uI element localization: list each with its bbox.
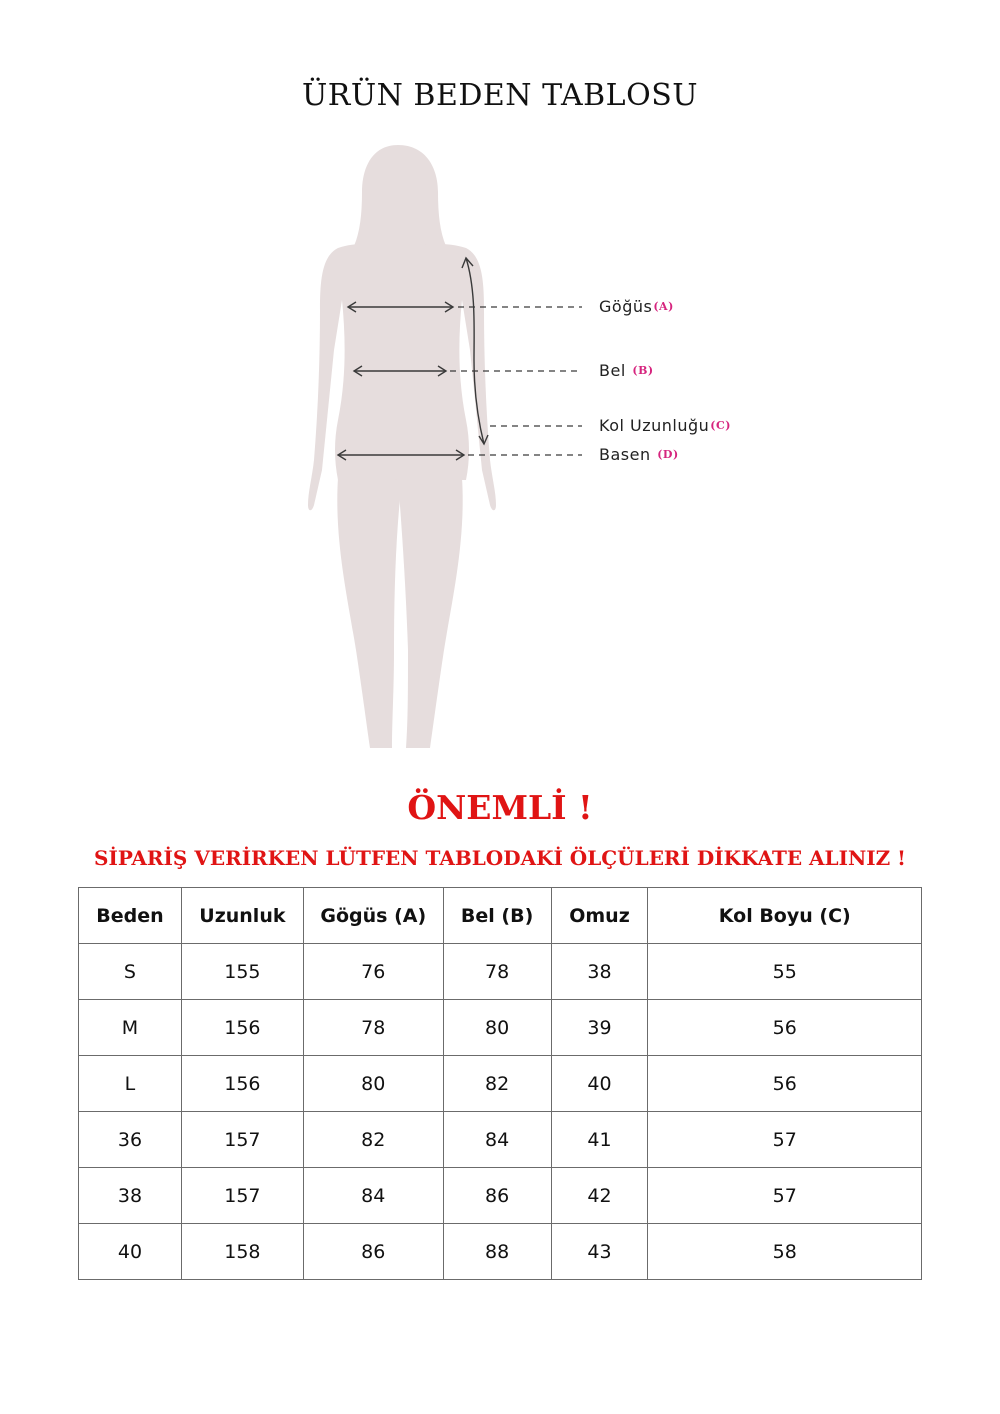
woman-silhouette — [308, 145, 496, 748]
important-heading: ÖNEMLİ ! — [407, 788, 593, 827]
table-row — [79, 944, 922, 1000]
body-measurement-figure — [0, 130, 1000, 770]
column-header: Gögüs (A) — [303, 888, 443, 944]
column-header: Uzunluk — [181, 888, 303, 944]
measurement-name: Göğüs — [599, 297, 653, 316]
order-notice: SİPARİŞ VERİRKEN LÜTFEN TABLODAKİ ÖLÇÜLERİ DİKKATE ALINIZ ! — [94, 846, 906, 870]
table-cell: 84 — [443, 1112, 551, 1168]
table-cell: 157 — [181, 1112, 303, 1168]
table-cell: S — [79, 944, 182, 1000]
measurement-code: (B) — [632, 364, 654, 377]
measurement-name: Kol Uzunluğu — [599, 416, 710, 435]
table-cell: 56 — [648, 1000, 922, 1056]
measurement-label-waist — [599, 361, 654, 380]
table-cell: 57 — [648, 1168, 922, 1224]
table-cell: 156 — [181, 1000, 303, 1056]
table-cell: 38 — [79, 1168, 182, 1224]
size-table — [78, 887, 922, 1280]
table-cell: 40 — [79, 1224, 182, 1280]
table-cell: 76 — [303, 944, 443, 1000]
column-header: Bel (B) — [443, 888, 551, 944]
table-cell: 157 — [181, 1168, 303, 1224]
measurement-code: (C) — [710, 419, 731, 432]
measurement-name: Bel — [599, 361, 626, 380]
table-cell: 82 — [303, 1112, 443, 1168]
table-row — [79, 1224, 922, 1280]
table-row — [79, 1000, 922, 1056]
table-cell: 78 — [303, 1000, 443, 1056]
table-cell: 84 — [303, 1168, 443, 1224]
measurement-label-sleeve — [599, 416, 731, 435]
table-cell: 57 — [648, 1112, 922, 1168]
table-row — [79, 1112, 922, 1168]
table-cell: 55 — [648, 944, 922, 1000]
table-cell: M — [79, 1000, 182, 1056]
table-cell: 88 — [443, 1224, 551, 1280]
table-cell: 156 — [181, 1056, 303, 1112]
table-cell: 41 — [551, 1112, 648, 1168]
body-silhouette-illustration — [0, 130, 1000, 770]
table-cell: 36 — [79, 1112, 182, 1168]
measurement-code: (D) — [657, 448, 679, 461]
table-cell: 43 — [551, 1224, 648, 1280]
table-cell: 78 — [443, 944, 551, 1000]
table-row — [79, 1056, 922, 1112]
column-header: Kol Boyu (C) — [648, 888, 922, 944]
table-cell: 42 — [551, 1168, 648, 1224]
table-cell: 86 — [443, 1168, 551, 1224]
table-cell: 82 — [443, 1056, 551, 1112]
column-header: Omuz — [551, 888, 648, 944]
table-cell: 80 — [443, 1000, 551, 1056]
measurement-label-hips — [599, 445, 679, 464]
measurement-label-chest — [599, 297, 674, 316]
table-cell: 86 — [303, 1224, 443, 1280]
table-cell: 80 — [303, 1056, 443, 1112]
table-row — [79, 1168, 922, 1224]
table-cell: 155 — [181, 944, 303, 1000]
table-cell: 58 — [648, 1224, 922, 1280]
column-header: Beden — [79, 888, 182, 944]
table-cell: 38 — [551, 944, 648, 1000]
page-title: ÜRÜN BEDEN TABLOSU — [301, 78, 699, 113]
table-header-row — [79, 888, 922, 944]
table-cell: L — [79, 1056, 182, 1112]
measurement-name: Basen — [599, 445, 651, 464]
measurement-code: (A) — [653, 300, 674, 313]
table-cell: 158 — [181, 1224, 303, 1280]
table-cell: 39 — [551, 1000, 648, 1056]
table-cell: 56 — [648, 1056, 922, 1112]
table-cell: 40 — [551, 1056, 648, 1112]
